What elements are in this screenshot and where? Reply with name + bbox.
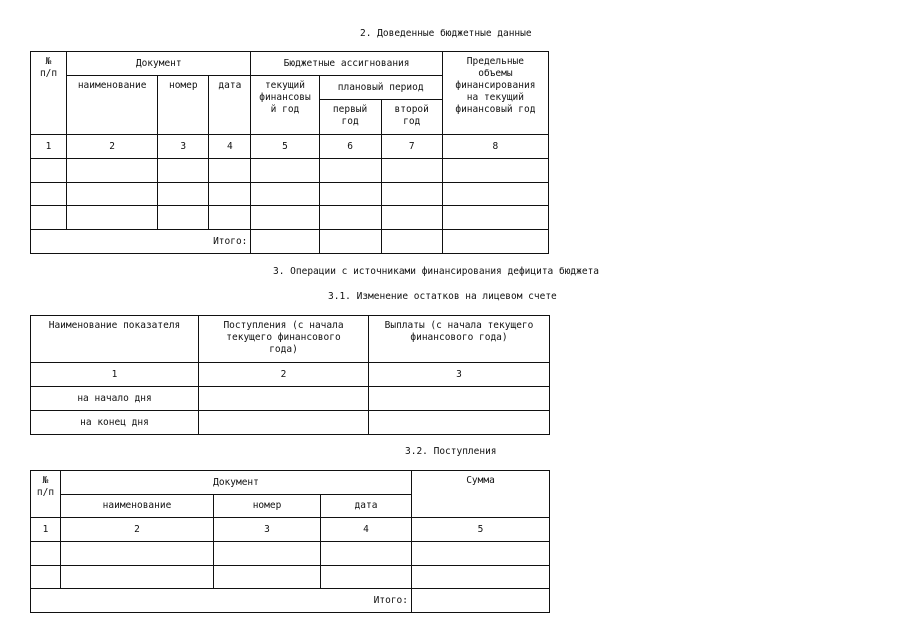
table-cell [158,206,209,230]
table-cell [251,183,319,206]
col-header-first-year: первый год [319,100,381,135]
col-number: 2 [67,135,158,159]
col-number: 4 [321,518,412,542]
table-cell [319,230,381,254]
column-number-row [31,363,550,387]
col-header-doc-date: дата [209,76,251,135]
total-label: Итого: [31,230,251,254]
table-row [31,206,549,230]
table-cell [67,183,158,206]
table-cell [199,411,369,435]
table-cell [321,566,412,589]
table-cell [31,183,67,206]
table-cell [158,159,209,183]
col-number: 6 [319,135,381,159]
column-number-row [31,518,550,542]
col-number: 1 [31,135,67,159]
table-cell [67,206,158,230]
table-cell [209,159,251,183]
table-cell [319,183,381,206]
table-cell [199,387,369,411]
table-cell [319,159,381,183]
col-header-receipts: Поступления (с начала текущего финансового года) [199,316,369,363]
table-cell [381,206,442,230]
total-row [31,230,549,254]
table-cell [214,542,321,566]
table-cell [319,206,381,230]
table-row [31,411,550,435]
table-cell [158,183,209,206]
col-header-sum: Сумма [412,471,550,518]
col-header-doc-number: номер [214,495,321,518]
col-header-budget-allocations: Бюджетные ассигнования [251,52,442,76]
table-row [31,387,550,411]
table-cell [251,159,319,183]
table-cell [31,159,67,183]
col-number: 3 [369,363,550,387]
table-row [31,183,549,206]
col-number: 3 [158,135,209,159]
col-header-doc-number: номер [158,76,209,135]
col-header-doc-date: дата [321,495,412,518]
table-cell [67,159,158,183]
col-header-indicator: Наименование показателя [31,316,199,363]
col-header-doc-name: наименование [61,495,214,518]
col-number: 8 [442,135,548,159]
section-2-heading: 2. Доведенные бюджетные данные [360,28,532,39]
col-header-second-year: второй год [381,100,442,135]
col-number: 1 [31,518,61,542]
table-cell [61,566,214,589]
table-cell [209,183,251,206]
table-cell [251,230,319,254]
table-cell [61,542,214,566]
table-cell [442,159,548,183]
col-header-limit-volumes: Предельные объемы финансирования на текущий финансовый год [442,52,548,135]
section-3-2-heading: 3.2. Поступления [405,446,497,457]
table-cell [209,206,251,230]
table-row [31,159,549,183]
section-3-1-heading: 3.1. Изменение остатков на лицевом счете [328,291,557,302]
table-cell [381,183,442,206]
column-number-row [31,135,549,159]
table-row [31,542,550,566]
table-cell [442,230,548,254]
row-label-start-of-day: на начало дня [31,387,199,411]
table-cell [321,542,412,566]
table-cell [369,411,550,435]
col-number: 5 [251,135,319,159]
table-cell [412,542,550,566]
table-cell [381,159,442,183]
col-number: 2 [199,363,369,387]
table-cell [214,566,321,589]
table-cell [442,206,548,230]
table-cell [251,206,319,230]
table-row [31,566,550,589]
col-header-num: № п/п [31,471,61,518]
col-header-doc-name: наименование [67,76,158,135]
col-number: 3 [214,518,321,542]
col-header-num: № п/п [31,52,67,135]
col-header-document: Документ [61,471,412,495]
balance-changes-table [30,315,550,435]
receipts-table [30,470,550,613]
col-header-current-year: текущий финансовы й год [251,76,319,135]
table-cell [442,183,548,206]
table-cell [31,566,61,589]
table-cell [412,589,550,613]
col-header-planning-period: плановый период [319,76,442,100]
col-number: 7 [381,135,442,159]
col-header-payments: Выплаты (с начала текущего финансового года) [369,316,550,363]
budget-data-table [30,51,549,254]
col-number: 2 [61,518,214,542]
col-number: 5 [412,518,550,542]
table-cell [369,387,550,411]
col-number: 1 [31,363,199,387]
section-3-heading: 3. Операции с источниками финансирования дефицита бюджета [273,266,600,277]
total-row [31,589,550,613]
col-number: 4 [209,135,251,159]
table-cell [31,206,67,230]
total-label: Итого: [31,589,412,613]
table-cell [381,230,442,254]
col-header-document: Документ [67,52,251,76]
table-cell [412,566,550,589]
row-label-end-of-day: на конец дня [31,411,199,435]
table-cell [31,542,61,566]
